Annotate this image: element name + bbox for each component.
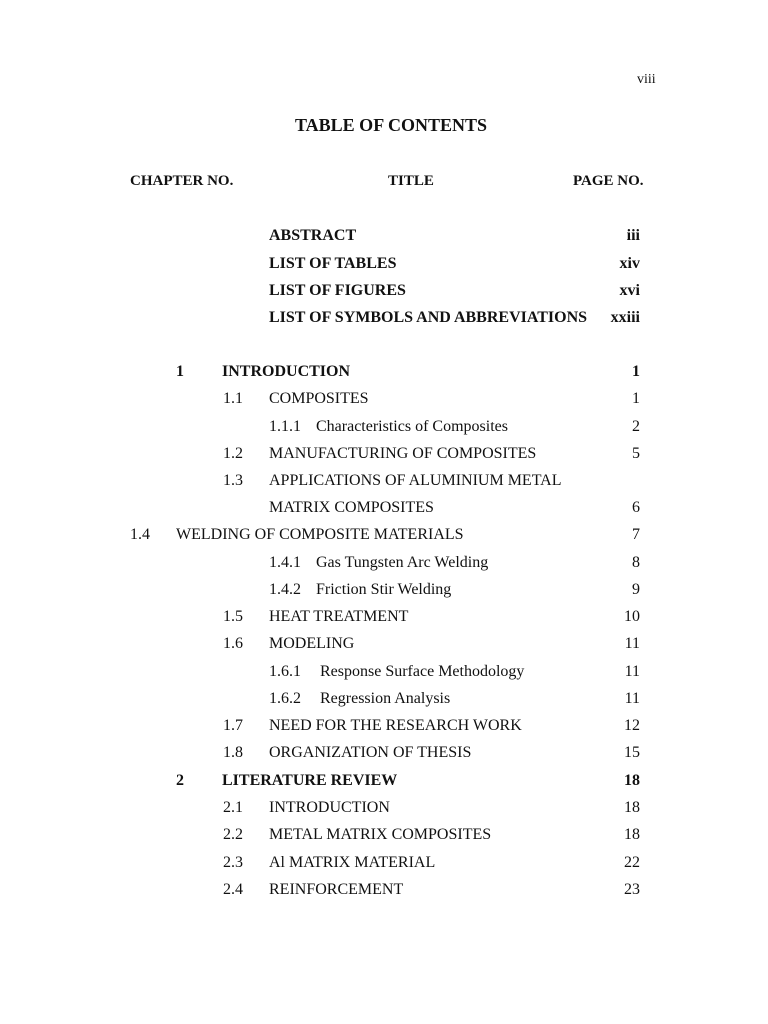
toc-title: HEAT TREATMENT bbox=[269, 608, 409, 625]
toc-page: xxiii bbox=[610, 309, 640, 326]
toc-number: 1.2 bbox=[223, 445, 243, 462]
toc-number: 1.4 bbox=[130, 526, 150, 543]
toc-page: 10 bbox=[624, 608, 640, 625]
toc-page: 7 bbox=[632, 526, 640, 543]
toc-title: NEED FOR THE RESEARCH WORK bbox=[269, 717, 522, 734]
toc-entry-section bbox=[0, 609, 768, 629]
toc-title: INTRODUCTION bbox=[269, 799, 390, 816]
toc-page: 11 bbox=[624, 690, 640, 707]
toc-entry-section bbox=[0, 718, 768, 738]
page-number: viii bbox=[637, 72, 656, 87]
toc-page: 23 bbox=[624, 881, 640, 898]
toc-number: 1.5 bbox=[223, 608, 243, 625]
toc-page: 9 bbox=[632, 581, 640, 598]
toc-entry-section bbox=[0, 527, 768, 547]
header-chapter-no: CHAPTER NO. bbox=[130, 173, 234, 189]
toc-page: 11 bbox=[624, 635, 640, 652]
toc-number: 1.1 bbox=[223, 390, 243, 407]
toc-entry-subsection bbox=[0, 691, 768, 711]
toc-entry-subsection bbox=[0, 582, 768, 602]
toc-number: 2.4 bbox=[223, 881, 243, 898]
toc-page: 11 bbox=[624, 663, 640, 680]
toc-entry-list-of-figures bbox=[0, 283, 768, 303]
toc-title: INTRODUCTION bbox=[222, 363, 351, 380]
toc-number: 2.1 bbox=[223, 799, 243, 816]
toc-title: Friction Stir Welding bbox=[316, 581, 452, 598]
toc-number: 1.4.2 bbox=[269, 581, 301, 598]
toc-entry-subsection bbox=[0, 555, 768, 575]
toc-title: ORGANIZATION OF THESIS bbox=[269, 744, 472, 761]
header-title: TITLE bbox=[388, 173, 434, 189]
toc-page: 18 bbox=[624, 772, 640, 789]
toc-page: 18 bbox=[624, 826, 640, 843]
toc-title: WELDING OF COMPOSITE MATERIALS bbox=[176, 526, 464, 543]
toc-entry-section bbox=[0, 855, 768, 875]
toc-page: 6 bbox=[632, 499, 640, 516]
toc-page: 5 bbox=[632, 445, 640, 462]
toc-number: 1.7 bbox=[223, 717, 243, 734]
toc-number: 1 bbox=[176, 363, 184, 380]
toc-entry-chapter bbox=[0, 773, 768, 793]
toc-page: iii bbox=[626, 227, 640, 244]
toc-entry-list-of-symbols bbox=[0, 310, 768, 330]
toc-title: Regression Analysis bbox=[320, 690, 451, 707]
toc-title: LITERATURE REVIEW bbox=[222, 772, 398, 789]
toc-title: APPLICATIONS OF ALUMINIUM METAL bbox=[269, 472, 562, 489]
toc-number: 1.1.1 bbox=[269, 418, 301, 435]
toc-title: LIST OF FIGURES bbox=[269, 282, 406, 299]
toc-number: 2 bbox=[176, 772, 184, 789]
toc-entry-section bbox=[0, 827, 768, 847]
toc-page: 8 bbox=[632, 554, 640, 571]
toc-number: 1.8 bbox=[223, 744, 243, 761]
toc-title: REINFORCEMENT bbox=[269, 881, 404, 898]
toc-entry-subsection bbox=[0, 419, 768, 439]
toc-page: 1 bbox=[632, 363, 640, 380]
page-title: TABLE OF CONTENTS bbox=[295, 115, 488, 135]
toc-page: 18 bbox=[624, 799, 640, 816]
toc-entry-section bbox=[0, 882, 768, 902]
toc-page: 22 bbox=[624, 854, 640, 871]
toc-title: LIST OF TABLES bbox=[269, 255, 397, 272]
toc-entry-subsection bbox=[0, 664, 768, 684]
toc-entry-section bbox=[0, 745, 768, 765]
toc-page: xvi bbox=[619, 282, 640, 299]
toc-title: ABSTRACT bbox=[269, 227, 357, 244]
toc-page: xiv bbox=[619, 255, 640, 272]
toc-number: 1.6 bbox=[223, 635, 243, 652]
toc-entry-continuation bbox=[0, 500, 768, 520]
toc-entry-section bbox=[0, 800, 768, 820]
toc-title: MANUFACTURING OF COMPOSITES bbox=[269, 445, 537, 462]
toc-title: Gas Tungsten Arc Welding bbox=[316, 554, 489, 571]
toc-entry-section bbox=[0, 636, 768, 656]
toc-number: 1.6.1 bbox=[269, 663, 301, 680]
toc-title: Al MATRIX MATERIAL bbox=[269, 854, 436, 871]
toc-title: Response Surface Methodology bbox=[320, 663, 525, 680]
toc-title: MATRIX COMPOSITES bbox=[269, 499, 434, 516]
toc-page: 12 bbox=[624, 717, 640, 734]
toc-title: Characteristics of Composites bbox=[316, 418, 508, 435]
toc-entry-abstract bbox=[0, 228, 768, 248]
toc-entry-section bbox=[0, 446, 768, 466]
toc-number: 1.4.1 bbox=[269, 554, 301, 571]
toc-number: 1.6.2 bbox=[269, 690, 301, 707]
header-page-no: PAGE NO. bbox=[573, 173, 644, 189]
toc-entry-section bbox=[0, 391, 768, 411]
toc-entry-chapter bbox=[0, 364, 768, 384]
toc-title: METAL MATRIX COMPOSITES bbox=[269, 826, 492, 843]
toc-page: 2 bbox=[632, 418, 640, 435]
toc-number: 2.2 bbox=[223, 826, 243, 843]
toc-title: LIST OF SYMBOLS AND ABBREVIATIONS bbox=[269, 309, 588, 326]
toc-page: 15 bbox=[624, 744, 640, 761]
toc-number: 1.3 bbox=[223, 472, 243, 489]
toc-title: COMPOSITES bbox=[269, 390, 369, 407]
toc-entry-list-of-tables bbox=[0, 256, 768, 276]
toc-page: 1 bbox=[632, 390, 640, 407]
toc-title: MODELING bbox=[269, 635, 355, 652]
toc-entry-section bbox=[0, 473, 768, 493]
toc-number: 2.3 bbox=[223, 854, 243, 871]
